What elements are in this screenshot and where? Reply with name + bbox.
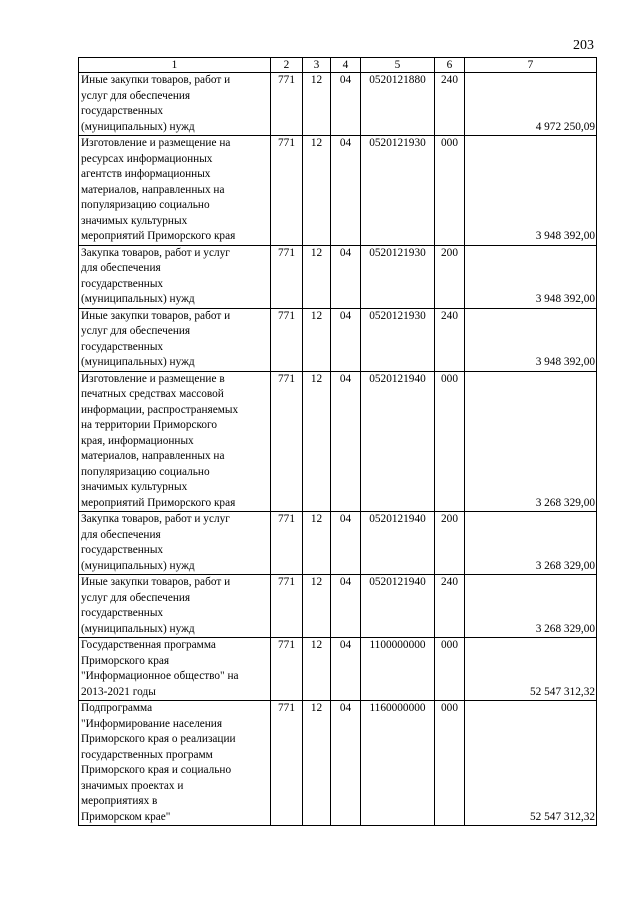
row-amount-cell: 4 972 250,09 [465,73,597,136]
row-name-cell [79,308,271,371]
row-col2-cell: 771 [271,73,303,136]
row-amount-cell: 3 268 329,00 [465,575,597,638]
table-row [79,136,597,246]
row-col3-cell: 12 [303,308,331,371]
row-name-text: Изготовление и размещение в печатных средствах массовой информации, распространяемых на территории Приморского края, информационных материалов, направленных на популяризацию социально значимых культурных мероприятий Приморского края [81,372,239,509]
table-row [79,638,597,701]
row-col5-cell: 0520121880 [361,73,435,136]
row-col3-cell: 12 [303,136,331,246]
row-name-text: Государственная программа Приморского края "Информационное общество" на 2013-2021 годы [81,639,239,698]
row-name-text: Иные закупки товаров, работ и услуг для обеспечения государственных (муниципальных) нужд [81,74,231,133]
row-col4-cell: 04 [331,638,361,701]
header-col-4: 4 [331,58,361,73]
row-col5-cell: 0520121940 [361,371,435,512]
row-name-cell [79,638,271,701]
row-name-text: Изготовление и размещение на ресурсах информационных агентств информационных материалов, направленных на популяризацию социально значимых культурных мероприятий Приморского края [81,137,236,242]
row-amount-cell: 3 948 392,00 [465,308,597,371]
row-col4-cell: 04 [331,308,361,371]
table-header-row [79,58,597,73]
table-row [79,371,597,512]
row-col4-cell: 04 [331,701,361,826]
table-row [79,245,597,308]
row-col2-cell: 771 [271,308,303,371]
header-col-2: 2 [271,58,303,73]
row-col5-cell: 0520121940 [361,575,435,638]
row-col4-cell: 04 [331,575,361,638]
row-col3-cell: 12 [303,245,331,308]
row-name-text: Закупка товаров, работ и услуг для обеспечения государственных (муниципальных) нужд [81,513,230,572]
row-col2-cell: 771 [271,245,303,308]
row-col6-cell: 000 [435,638,465,701]
header-col-5: 5 [361,58,435,73]
row-col3-cell: 12 [303,638,331,701]
row-name-cell [79,575,271,638]
row-name-text: Иные закупки товаров, работ и услуг для обеспечения государственных (муниципальных) нужд [81,576,231,635]
row-name-cell [79,136,271,246]
row-col5-cell: 1100000000 [361,638,435,701]
row-col5-cell: 0520121930 [361,245,435,308]
table-row [79,701,597,826]
row-amount-cell: 3 268 329,00 [465,371,597,512]
row-name-text: Подпрограмма "Информирование населения Приморского края о реализации государственных программ Приморского края и социально значимых проектах и мероприятиях в Приморском крае" [81,702,236,823]
table-row [79,575,597,638]
row-col2-cell: 771 [271,371,303,512]
row-col6-cell: 000 [435,136,465,246]
header-col-1: 1 [79,58,271,73]
row-col3-cell: 12 [303,371,331,512]
row-col3-cell: 12 [303,73,331,136]
row-col6-cell: 240 [435,73,465,136]
row-col4-cell: 04 [331,136,361,246]
header-col-7: 7 [465,58,597,73]
budget-table [78,57,597,826]
row-col2-cell: 771 [271,512,303,575]
row-name-text: Иные закупки товаров, работ и услуг для обеспечения государственных (муниципальных) нужд [81,309,231,368]
row-col5-cell: 0520121930 [361,136,435,246]
row-col4-cell: 04 [331,371,361,512]
row-name-cell [79,73,271,136]
row-name-text: Закупка товаров, работ и услуг для обеспечения государственных (муниципальных) нужд [81,246,230,305]
row-col2-cell: 771 [271,136,303,246]
row-col4-cell: 04 [331,512,361,575]
row-col5-cell: 0520121930 [361,308,435,371]
row-amount-cell: 3 948 392,00 [465,136,597,246]
header-col-6: 6 [435,58,465,73]
row-col2-cell: 771 [271,701,303,826]
row-amount-cell: 52 547 312,32 [465,701,597,826]
row-col2-cell: 771 [271,575,303,638]
row-col3-cell: 12 [303,701,331,826]
row-col6-cell: 000 [435,371,465,512]
row-col6-cell: 200 [435,245,465,308]
page-number: 203 [573,38,594,53]
table-row [79,73,597,136]
row-col6-cell: 200 [435,512,465,575]
row-col4-cell: 04 [331,73,361,136]
row-amount-cell: 52 547 312,32 [465,638,597,701]
row-name-cell [79,701,271,826]
row-amount-cell: 3 948 392,00 [465,245,597,308]
row-amount-cell: 3 268 329,00 [465,512,597,575]
row-col6-cell: 240 [435,308,465,371]
row-name-cell [79,371,271,512]
row-col3-cell: 12 [303,575,331,638]
row-col5-cell: 1160000000 [361,701,435,826]
row-col4-cell: 04 [331,245,361,308]
row-col2-cell: 771 [271,638,303,701]
row-col6-cell: 240 [435,575,465,638]
row-name-cell [79,512,271,575]
row-col3-cell: 12 [303,512,331,575]
table-row [79,308,597,371]
row-col6-cell: 000 [435,701,465,826]
table-row [79,512,597,575]
row-name-cell [79,245,271,308]
header-col-3: 3 [303,58,331,73]
row-col5-cell: 0520121940 [361,512,435,575]
